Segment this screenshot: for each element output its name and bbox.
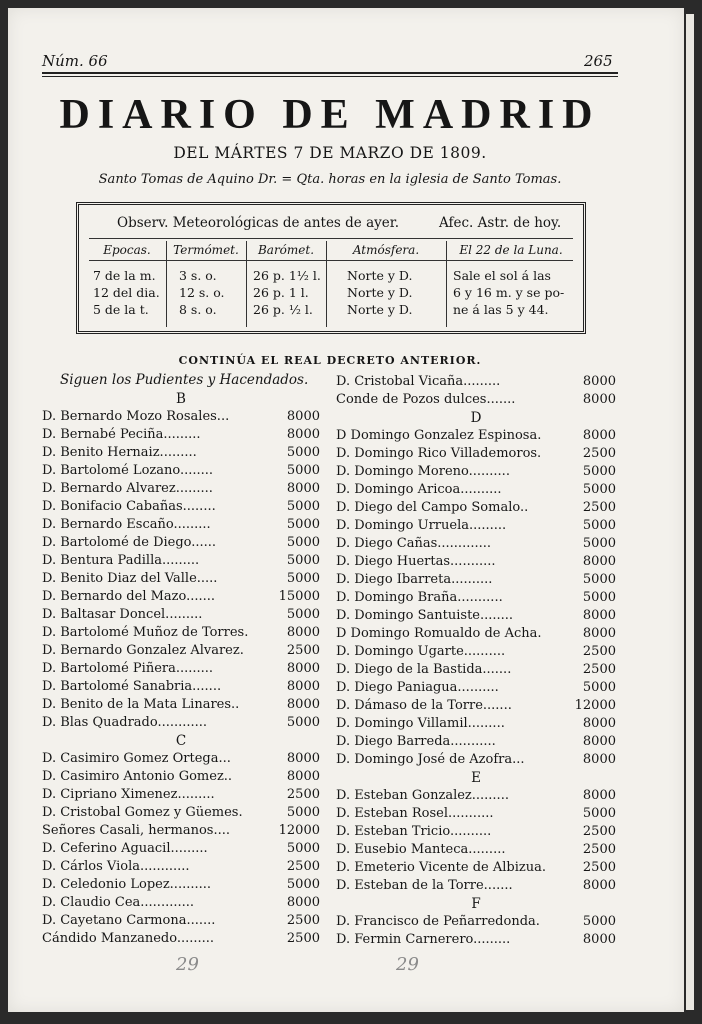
contribution-amount: 8000 xyxy=(582,734,616,749)
contributor-name: D. Benito Diaz del Valle..... xyxy=(42,571,218,586)
contribution-amount: 5000 xyxy=(582,518,616,533)
list-item xyxy=(336,914,616,932)
contributor-name: D. Domingo Ugarte.......... xyxy=(336,644,506,659)
contributor-name: D. Bartolomé de Diego...... xyxy=(42,535,217,550)
contributor-name: D. Casimiro Antonio Gomez.. xyxy=(42,769,233,784)
contribution-amount: 8000 xyxy=(286,481,320,496)
contribution-amount: 8000 xyxy=(582,716,616,731)
contributor-name: D. Domingo Braña........... xyxy=(336,590,503,605)
contributor-name: D. Diego del Campo Somalo.. xyxy=(336,500,529,515)
contributor-name: D Domingo Gonzalez Espinosa. xyxy=(336,428,542,443)
list-item xyxy=(42,445,320,463)
col-termomet: Termómet. xyxy=(173,243,239,257)
section-letter: B xyxy=(176,391,186,407)
list-item xyxy=(42,697,320,715)
contributor-name: D. Bentura Padilla......... xyxy=(42,553,200,568)
masthead-title: DIARIO DE MADRID xyxy=(59,92,601,138)
contribution-amount: 5000 xyxy=(582,680,616,695)
contribution-amount: 2500 xyxy=(286,931,320,946)
list-item xyxy=(336,554,616,572)
list-item xyxy=(336,446,616,464)
col-epocas: Epocas. xyxy=(103,243,151,257)
list-item xyxy=(42,409,320,427)
contribution-amount: 5000 xyxy=(582,572,616,587)
list-item xyxy=(336,752,616,770)
contributor-name: D. Diego Huertas........... xyxy=(336,554,496,569)
contribution-amount: 8000 xyxy=(286,697,320,712)
list-item xyxy=(42,841,320,859)
issue-date: DEL MÁRTES 7 DE MARZO DE 1809. xyxy=(173,144,487,162)
contributor-name: D. Baltasar Doncel......... xyxy=(42,607,203,622)
list-item xyxy=(42,769,320,787)
list-item xyxy=(336,698,616,716)
list-item xyxy=(336,932,616,950)
meteo-divider xyxy=(166,241,167,327)
contributor-name: D. Diego Barreda........... xyxy=(336,734,496,749)
contribution-amount: 2500 xyxy=(286,643,320,658)
list-item xyxy=(42,481,320,499)
list-item xyxy=(336,608,616,626)
contribution-amount: 8000 xyxy=(286,625,320,640)
contribution-amount: 5000 xyxy=(286,445,320,460)
section-letter: C xyxy=(175,733,187,749)
contribution-amount: 8000 xyxy=(582,788,616,803)
contribution-amount: 8000 xyxy=(286,409,320,424)
contributor-name: D. Cayetano Carmona....... xyxy=(42,913,216,928)
list-item xyxy=(336,788,616,806)
contributor-name: D. Bernabé Peciña......... xyxy=(42,427,201,442)
contribution-amount: 5000 xyxy=(582,590,616,605)
contributor-name: D. Bartolomé Lozano........ xyxy=(42,463,214,478)
contributor-name: Señores Casali, hermanos.... xyxy=(42,823,230,838)
list-item xyxy=(42,823,320,841)
list-item xyxy=(42,715,320,733)
list-item xyxy=(336,536,616,554)
meteo-title: Observ. Meteorológicas de antes de ayer. xyxy=(117,215,400,231)
issue-number: Núm. 66 xyxy=(42,52,108,70)
col-luna: El 22 de la Luna. xyxy=(459,243,563,257)
list-item xyxy=(336,626,616,644)
contributor-name: D. Fermin Carnerero......... xyxy=(336,932,511,947)
list-item xyxy=(336,824,616,842)
contributor-name: D. Diego de la Bastida....... xyxy=(336,662,512,677)
meteo-divider xyxy=(246,241,247,327)
contribution-amount: 8000 xyxy=(286,751,320,766)
contributor-name: D. Bartolomé Muñoz de Torres. xyxy=(42,625,249,640)
list-item xyxy=(42,553,320,571)
list-item xyxy=(336,644,616,662)
contributor-name: D. Claudio Cea............. xyxy=(42,895,195,910)
col-atmosfera: Atmósfera. xyxy=(352,243,420,257)
contribution-amount: 2500 xyxy=(582,860,616,875)
list-item xyxy=(42,427,320,445)
header-rule-top xyxy=(42,72,618,74)
contributor-name: D. Diego Paniagua.......... xyxy=(336,680,499,695)
contributor-name: D. Emeterio Vicente de Albizua. xyxy=(336,860,546,875)
list-item xyxy=(42,463,320,481)
contribution-amount: 5000 xyxy=(286,607,320,622)
contributor-name: D. Domingo Urruela......... xyxy=(336,518,507,533)
list-item xyxy=(42,805,320,823)
list-item xyxy=(42,517,320,535)
contribution-amount: 8000 xyxy=(582,608,616,623)
contribution-amount: 5000 xyxy=(582,806,616,821)
contribution-amount: 5000 xyxy=(286,463,320,478)
section-letter: D xyxy=(470,410,482,426)
contributor-name: D. Esteban Gonzalez......... xyxy=(336,788,509,803)
contribution-amount: 8000 xyxy=(582,626,616,641)
list-item xyxy=(42,661,320,679)
contributor-name: D Domingo Romualdo de Acha. xyxy=(336,626,542,641)
list-item xyxy=(336,572,616,590)
list-item xyxy=(42,931,320,949)
contributor-name: D. Cárlos Viola............ xyxy=(42,859,190,874)
termomet-values: 3 s. o. 12 s. o. 8 s. o. xyxy=(179,268,225,317)
contributor-name: D. Bernardo del Mazo....... xyxy=(42,589,216,604)
section-letter: F xyxy=(471,896,481,912)
list-item xyxy=(42,625,320,643)
contribution-amount: 2500 xyxy=(582,644,616,659)
contributor-name: D. Bartolomé Piñera......... xyxy=(42,661,214,676)
epocas-values: 7 de la m. 12 del dia. 5 de la t. xyxy=(93,268,160,317)
contribution-amount: 5000 xyxy=(286,877,320,892)
contributor-name: D. Bernardo Alvarez......... xyxy=(42,481,213,496)
contribution-amount: 2500 xyxy=(286,859,320,874)
list-item xyxy=(336,428,616,446)
list-item xyxy=(42,913,320,931)
contribution-amount: 2500 xyxy=(582,842,616,857)
list-item xyxy=(336,878,616,896)
list-item xyxy=(42,499,320,517)
meteo-divider xyxy=(326,241,327,327)
section-subheading: CONTINÚA EL REAL DECRETO ANTERIOR. xyxy=(178,354,482,367)
contributor-name: D. Casimiro Gomez Ortega... xyxy=(42,751,231,766)
list-item xyxy=(42,859,320,877)
page-edge xyxy=(686,14,694,1010)
contributor-name: D. Cipriano Ximenez......... xyxy=(42,787,215,802)
contributor-name: D. Domingo Moreno.......... xyxy=(336,464,510,479)
page-number: 265 xyxy=(584,52,613,70)
meteo-divider xyxy=(446,241,447,327)
contributor-name: D. Celedonio Lopez.......... xyxy=(42,877,211,892)
left-column-heading: Siguen los Pudientes y Hacendados. xyxy=(60,372,309,388)
contributor-name: D. Bernardo Gonzalez Alvarez. xyxy=(42,643,244,658)
contributor-name: D. Domingo José de Azofra... xyxy=(336,752,525,767)
list-item xyxy=(336,518,616,536)
list-item xyxy=(336,464,616,482)
contributor-name: D. Cristobal Vicaña......... xyxy=(336,374,501,389)
contribution-amount: 12000 xyxy=(278,823,320,838)
astro-title: Afec. Astr. de hoy. xyxy=(439,215,562,231)
contribution-amount: 2500 xyxy=(582,824,616,839)
contribution-amount: 8000 xyxy=(582,752,616,767)
newspaper-page xyxy=(8,8,684,1012)
list-item xyxy=(42,571,320,589)
contributor-name: D. Diego Ibarreta.......... xyxy=(336,572,493,587)
contribution-amount: 8000 xyxy=(582,374,616,389)
contributor-name: D. Bartolomé Sanabria....... xyxy=(42,679,222,694)
contribution-amount: 5000 xyxy=(582,482,616,497)
pencil-mark: 29 xyxy=(176,954,199,975)
luna-values: Sale el sol á las 6 y 16 m. y se po- ne á las 5 y 44. xyxy=(453,268,565,317)
contributor-name: Conde de Pozos dulces....... xyxy=(336,392,516,407)
contribution-amount: 2500 xyxy=(286,913,320,928)
contribution-amount: 8000 xyxy=(582,932,616,947)
list-item xyxy=(336,374,616,392)
contribution-amount: 2500 xyxy=(582,500,616,515)
contribution-amount: 5000 xyxy=(286,805,320,820)
contribution-amount: 2500 xyxy=(286,787,320,802)
contributor-name: D. Domingo Santuiste........ xyxy=(336,608,514,623)
meteorological-table xyxy=(76,202,586,334)
contribution-amount: 8000 xyxy=(286,679,320,694)
list-item xyxy=(336,734,616,752)
saint-of-day: Santo Tomas de Aquino Dr. = Qta. horas en la iglesia de Santo Tomas. xyxy=(98,172,562,187)
list-item xyxy=(336,860,616,878)
contribution-amount: 5000 xyxy=(286,715,320,730)
list-item xyxy=(336,680,616,698)
contribution-amount: 5000 xyxy=(582,464,616,479)
list-item xyxy=(336,806,616,824)
contributor-name: D. Blas Quadrado............ xyxy=(42,715,208,730)
list-item xyxy=(42,607,320,625)
contribution-amount: 5000 xyxy=(582,914,616,929)
contribution-amount: 15000 xyxy=(278,589,320,604)
contributor-name: D. Esteban Rosel........... xyxy=(336,806,494,821)
list-item xyxy=(336,482,616,500)
contributor-name: D. Domingo Rico Villademoros. xyxy=(336,446,542,461)
list-item xyxy=(42,877,320,895)
contribution-amount: 5000 xyxy=(582,536,616,551)
list-item xyxy=(336,716,616,734)
list-item xyxy=(336,500,616,518)
contributor-name: D. Ceferino Aguacil......... xyxy=(42,841,208,856)
contributor-name: D. Eusebio Manteca......... xyxy=(336,842,506,857)
contributor-name: D. Diego Cañas............. xyxy=(336,536,491,551)
contributor-name: D. Esteban Tricio.......... xyxy=(336,824,492,839)
contribution-amount: 5000 xyxy=(286,841,320,856)
atmosfera-values: Norte y D. Norte y D. Norte y D. xyxy=(347,268,413,317)
list-item xyxy=(42,895,320,913)
contributor-name: D. Benito de la Mata Linares.. xyxy=(42,697,240,712)
list-item xyxy=(336,842,616,860)
list-item xyxy=(42,787,320,805)
list-item xyxy=(42,679,320,697)
contribution-amount: 2500 xyxy=(582,446,616,461)
list-item xyxy=(42,535,320,553)
meteo-header-rule xyxy=(89,238,573,239)
contribution-amount: 8000 xyxy=(286,427,320,442)
contribution-amount: 12000 xyxy=(574,698,616,713)
list-item xyxy=(336,590,616,608)
list-item xyxy=(42,751,320,769)
contribution-amount: 5000 xyxy=(286,571,320,586)
contributor-name: D. Bernardo Escaño......... xyxy=(42,517,211,532)
list-item xyxy=(42,643,320,661)
contributor-name: D. Cristobal Gomez y Güemes. xyxy=(42,805,243,820)
contributor-name: D. Dámaso de la Torre....... xyxy=(336,698,512,713)
baromet-values: 26 p. 1½ l. 26 p. 1 l. 26 p. ½ l. xyxy=(253,268,321,317)
contributor-name: D. Benito Hernaiz......... xyxy=(42,445,197,460)
list-item xyxy=(42,589,320,607)
contribution-amount: 8000 xyxy=(582,878,616,893)
contribution-amount: 8000 xyxy=(286,769,320,784)
contribution-amount: 5000 xyxy=(286,553,320,568)
contributor-name: D. Bernardo Mozo Rosales... xyxy=(42,409,230,424)
contributor-name: D. Francisco de Peñarredonda. xyxy=(336,914,540,929)
list-item xyxy=(336,392,616,410)
contributor-name: Cándido Manzanedo......... xyxy=(42,931,215,946)
list-item xyxy=(336,662,616,680)
contribution-amount: 5000 xyxy=(286,535,320,550)
meteo-columns-rule xyxy=(89,260,573,261)
contribution-amount: 8000 xyxy=(286,661,320,676)
contributor-name: D. Esteban de la Torre....... xyxy=(336,878,513,893)
section-letter: E xyxy=(471,770,481,786)
col-baromet: Barómet. xyxy=(257,243,315,257)
contribution-amount: 8000 xyxy=(582,392,616,407)
pencil-mark: 29 xyxy=(396,954,419,975)
contributor-name: D. Domingo Aricoa.......... xyxy=(336,482,502,497)
contributor-name: D. Domingo Villamil......... xyxy=(336,716,505,731)
contributor-name: D. Bonifacio Cabañas........ xyxy=(42,499,216,514)
contribution-amount: 5000 xyxy=(286,517,320,532)
contribution-amount: 8000 xyxy=(286,895,320,910)
contribution-amount: 2500 xyxy=(582,662,616,677)
contribution-amount: 8000 xyxy=(582,428,616,443)
contribution-amount: 8000 xyxy=(582,554,616,569)
contribution-amount: 5000 xyxy=(286,499,320,514)
header-rule-bottom xyxy=(42,76,618,77)
